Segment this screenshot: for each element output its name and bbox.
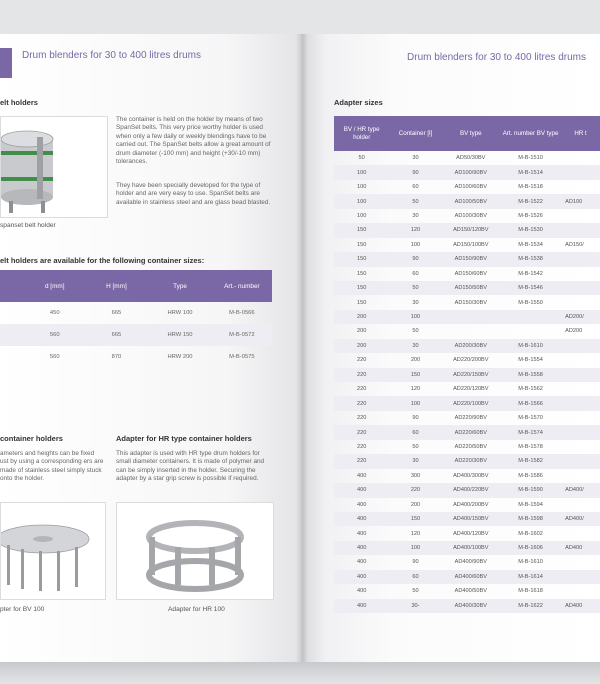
- cell: [561, 584, 600, 598]
- cell: 400: [334, 483, 389, 497]
- cell: M-B-1570: [518, 415, 543, 422]
- cell: [561, 353, 600, 367]
- brochure-spread: [0, 34, 600, 662]
- cell: [0, 324, 25, 346]
- cell: AD100/50BV: [442, 194, 500, 208]
- table-row: [334, 570, 600, 584]
- cell: AD100/30BV: [454, 212, 487, 219]
- table-row: [334, 310, 600, 324]
- table-row: [334, 209, 600, 223]
- drum-with-belts-illustration: [1, 117, 107, 217]
- bv-adapter-image: [0, 502, 106, 600]
- cell: M-B-1562: [518, 386, 543, 393]
- cell: 150: [334, 281, 389, 295]
- spanset-holder-image: [0, 116, 108, 218]
- cell: [442, 324, 500, 338]
- cell: AD220/100BV: [442, 396, 500, 410]
- cell: 30: [412, 212, 419, 219]
- cell: [561, 396, 600, 410]
- cell: M-B-1598: [500, 512, 561, 526]
- cell: M-B-1594: [518, 501, 543, 508]
- cell: 560: [25, 324, 85, 346]
- cell: M-B-0572: [212, 324, 272, 346]
- cell: M-B-1550: [518, 299, 543, 306]
- table-row: [334, 526, 600, 540]
- col-header-0: [0, 270, 25, 302]
- section1-paragraph-1: The container is held on the holder by means of two SpanSet belts. This very price worthy holder is used when only a few daily or weekly blendings have to be carried out. The SpanSet belts allow a great amount of drum diameter (-100 mm) and height (+30/-10 mm) tolerances.: [116, 116, 271, 166]
- cell: 30: [412, 155, 419, 162]
- belt-holder-sizes-table: [0, 270, 272, 368]
- table-row: [0, 302, 272, 324]
- adapter-table-body: [334, 151, 600, 613]
- cell: AD400/: [561, 483, 600, 497]
- table-row: [334, 498, 600, 512]
- table-title-container-sizes: elt holders are available for the following container sizes:: [0, 256, 205, 265]
- cell: AD200/30BV: [442, 339, 500, 353]
- cell: M-B-1554: [518, 357, 543, 364]
- cell: 90: [412, 415, 419, 422]
- cell: AD400: [561, 541, 600, 555]
- cell: 560: [49, 354, 60, 360]
- cell: [561, 267, 600, 281]
- table-row: [334, 512, 600, 526]
- cell: 60: [389, 425, 441, 439]
- table-row: [334, 454, 600, 468]
- cell: AD400/300BV: [453, 472, 489, 479]
- cell: M-B-1614: [500, 570, 561, 584]
- cell: M-B-1582: [500, 454, 561, 468]
- cell: 60: [412, 184, 419, 191]
- cell: [561, 555, 600, 569]
- cell: [561, 165, 600, 179]
- table-row: [334, 151, 600, 165]
- cell: M-B-1518: [518, 184, 543, 191]
- cell: 220: [334, 396, 389, 410]
- cell: 150: [357, 299, 367, 306]
- cell: AD200: [565, 328, 583, 335]
- cell: M-B-1510: [518, 155, 543, 162]
- table-header-row: [334, 116, 600, 151]
- cell: 220: [357, 443, 367, 450]
- cell: AD400: [561, 599, 600, 613]
- cell: AD400/90BV: [454, 559, 487, 566]
- cell: AD220/200BV: [453, 357, 489, 364]
- left-page-header: Drum blenders for 30 to 400 litres drums: [22, 50, 201, 61]
- cell: M-B-1574: [500, 425, 561, 439]
- adapter-sizes-table: [334, 116, 600, 613]
- table-row: [334, 267, 600, 281]
- cell: 150: [389, 512, 441, 526]
- cell: M-B-1522: [500, 194, 561, 208]
- cell: 30: [412, 299, 419, 306]
- cell: AD150/120BV: [442, 223, 500, 237]
- cell: M-B-1558: [500, 368, 561, 382]
- cell: [561, 281, 600, 295]
- cell: AD100/60BV: [454, 184, 487, 191]
- left-page: [0, 34, 302, 662]
- table-row: [334, 440, 600, 454]
- cell: AD220/60BV: [442, 425, 500, 439]
- cell: 665: [111, 310, 122, 316]
- table-row: [334, 194, 600, 208]
- hr-adapter-illustration: [117, 503, 273, 599]
- cell: [561, 526, 600, 540]
- cell: 100: [334, 165, 389, 179]
- cell: 50: [412, 443, 419, 450]
- cell: [500, 310, 561, 324]
- cell: 220: [389, 483, 441, 497]
- cell: AD150/30BV: [454, 299, 487, 306]
- cell: AD150/60BV: [454, 270, 487, 277]
- cell: 100: [357, 212, 367, 219]
- cell: AD100/90BV: [442, 165, 500, 179]
- cell: M-B-1566: [500, 396, 561, 410]
- table-row: [334, 425, 600, 439]
- cell: AD50/30BV: [456, 155, 486, 162]
- cell: [0, 302, 25, 324]
- cell: 220: [357, 415, 367, 422]
- cell: [561, 570, 600, 584]
- table-row: [334, 382, 600, 396]
- cell: [561, 295, 600, 309]
- cell: 50: [412, 588, 419, 595]
- cell: 100: [389, 310, 441, 324]
- cell: [561, 180, 600, 194]
- cell: 400: [357, 530, 367, 537]
- cell: M-B-1526: [518, 212, 543, 219]
- table-row: [334, 252, 600, 266]
- table-row: [0, 346, 272, 368]
- cell: M-B-1586: [518, 472, 543, 479]
- cell: M-B-1606: [500, 541, 561, 555]
- cell: M-B-1514: [500, 165, 561, 179]
- cell: M-B-1618: [518, 588, 543, 595]
- cell: [500, 324, 561, 338]
- section-title-container-holders: container holders: [0, 434, 63, 443]
- cell: AD400/30BV: [442, 599, 500, 613]
- table-row: [334, 353, 600, 367]
- cell: M-B-0575: [229, 354, 255, 360]
- cell: 100: [389, 396, 441, 410]
- cell: M-B-1534: [518, 241, 543, 248]
- adapter-sizes-title: Adapter sizes: [334, 98, 383, 107]
- cell: 50: [358, 155, 365, 162]
- cell: M-B-1622: [500, 599, 561, 613]
- cell: [561, 411, 600, 425]
- cell: M-B-1610: [500, 339, 561, 353]
- cell: 90: [389, 252, 441, 266]
- cell: M-B-1610: [518, 559, 543, 566]
- cell: 60: [412, 270, 419, 277]
- table-row: [334, 324, 600, 338]
- cell: 30-: [389, 599, 441, 613]
- section1-paragraph-2: They have been specially developed for the type of holder and are very easy to use. SpanSet belts are available in stainless steel and are glass bead blasted.: [116, 182, 271, 206]
- cell: 200: [410, 357, 421, 364]
- table-row: [334, 295, 600, 309]
- cell: [561, 368, 600, 382]
- cell: 665: [85, 324, 149, 346]
- cell: 400: [357, 472, 367, 479]
- cell: 220: [334, 368, 389, 382]
- cell: AD220/50BV: [454, 443, 487, 450]
- cell: 30: [389, 454, 441, 468]
- cell: 150: [357, 241, 367, 248]
- cell: 150: [334, 252, 389, 266]
- cell: HRW 150: [148, 324, 212, 346]
- cell: 220: [334, 454, 389, 468]
- table-row: [334, 483, 600, 497]
- table-row: [334, 411, 600, 425]
- caption-bv-adapter: pter for BV 100: [0, 606, 45, 613]
- cell: HRW 100: [167, 310, 193, 316]
- cell: [561, 469, 600, 483]
- table-row: [334, 238, 600, 252]
- table-row: [334, 165, 600, 179]
- table-row: [334, 368, 600, 382]
- cell: 400: [357, 501, 367, 508]
- cell: 60: [389, 570, 441, 584]
- cell: 870: [111, 354, 122, 360]
- table-row: [334, 223, 600, 237]
- cell: AD150/50BV: [442, 281, 500, 295]
- caption-hr-adapter: Adapter for HR 100: [168, 606, 225, 613]
- cell: [561, 382, 600, 396]
- cell: M-B-1542: [518, 270, 543, 277]
- cell: 400: [357, 559, 367, 566]
- cell: 300: [410, 472, 421, 479]
- cell: 90: [412, 559, 419, 566]
- right-page-header: Drum blenders for 30 to 400 litres drums: [407, 52, 586, 63]
- cell: AD220/30BV: [442, 454, 500, 468]
- col-header-art-number: Art.- number: [212, 270, 272, 302]
- section2-paragraph: ameters and heights can be fixed ust by using a corresponding ers are made of stainless steel simply stuck onto the holder.: [0, 450, 104, 483]
- col-header-type: Type: [148, 270, 212, 302]
- cell: [561, 339, 600, 353]
- table-row: [334, 396, 600, 410]
- cell: AD400/100BV: [442, 541, 500, 555]
- cell: [561, 498, 600, 512]
- section-title-belt-holders: elt holders: [0, 98, 38, 107]
- cell: 450: [49, 310, 60, 316]
- caption-spanset-holder: spanset belt holder: [0, 222, 56, 229]
- cell: 220: [334, 425, 389, 439]
- cell: 400: [334, 599, 389, 613]
- col-header-bv-type: BV type: [442, 116, 500, 151]
- cell: 200: [334, 310, 389, 324]
- cell: 120: [410, 530, 421, 537]
- cell: M-B-1590: [500, 483, 561, 497]
- page-tab-marker: [0, 48, 12, 78]
- cell: [561, 252, 600, 266]
- cell: 100: [334, 194, 389, 208]
- col-header-holder: BV / HR type holder: [334, 116, 389, 151]
- cell: 400: [334, 541, 389, 555]
- table-row: [334, 339, 600, 353]
- cell: 50: [389, 194, 441, 208]
- col-header-hr-type: HR t: [561, 116, 600, 151]
- cell: M-B-1546: [500, 281, 561, 295]
- section-title-hr-adapter: Adapter for HR type container holders: [116, 434, 252, 443]
- cell: 200: [334, 339, 389, 353]
- section3-paragraph: This adapter is used with HR type drum holders for small diameter containers. It is made of polymer and can be simply inserted in the holder. Securing the adapter by a star grip screw is possible if required.: [116, 450, 265, 483]
- cell: 150: [389, 368, 441, 382]
- cell: M-B-1530: [500, 223, 561, 237]
- cell: 100: [410, 241, 421, 248]
- bv-adapter-illustration: [1, 503, 105, 599]
- cell: 200: [357, 328, 367, 335]
- cell: 120: [410, 386, 421, 393]
- col-header-h: H [mm]: [85, 270, 149, 302]
- cell: [561, 440, 600, 454]
- cell: AD220/150BV: [442, 368, 500, 382]
- cell: 220: [357, 357, 367, 364]
- cell: 400: [334, 512, 389, 526]
- cell: AD200/: [561, 310, 600, 324]
- cell: 100: [357, 184, 367, 191]
- cell: AD400/60BV: [442, 570, 500, 584]
- cell: AD150/100BV: [453, 241, 489, 248]
- table-surface-shadow: [0, 662, 600, 684]
- cell: 400: [357, 588, 367, 595]
- hr-adapter-image: [116, 502, 274, 600]
- cell: AD400/120BV: [453, 530, 489, 537]
- cell: [561, 223, 600, 237]
- cell: AD400/220BV: [442, 483, 500, 497]
- cell: AD150/: [565, 241, 584, 248]
- cell: 90: [389, 165, 441, 179]
- table-header-row: [0, 270, 272, 302]
- cell: 120: [389, 223, 441, 237]
- cell: 150: [334, 223, 389, 237]
- table-row: [334, 599, 600, 613]
- cell: AD400/150BV: [442, 512, 500, 526]
- cell: 150: [357, 270, 367, 277]
- table-row: [334, 469, 600, 483]
- cell: 50: [389, 281, 441, 295]
- cell: AD150/90BV: [442, 252, 500, 266]
- cell: [561, 151, 600, 165]
- cell: 50: [412, 328, 419, 335]
- table-row: [334, 541, 600, 555]
- cell: [561, 209, 600, 223]
- cell: AD220/120BV: [453, 386, 489, 393]
- cell: AD400/200BV: [453, 501, 489, 508]
- cell: AD220/90BV: [454, 415, 487, 422]
- cell: AD400/50BV: [454, 588, 487, 595]
- cell: AD100: [561, 194, 600, 208]
- table-row: [334, 555, 600, 569]
- table-row: [334, 584, 600, 598]
- col-header-container: Container [l]: [389, 116, 441, 151]
- cell: AD400/: [561, 512, 600, 526]
- col-header-art-number: Art. number BV type: [500, 116, 561, 151]
- cell: 200: [410, 501, 421, 508]
- book-spine-shadow: [296, 34, 308, 662]
- cell: HRW 200: [167, 354, 193, 360]
- cell: [0, 346, 25, 368]
- col-header-d: d [mm]: [25, 270, 85, 302]
- cell: 100: [389, 541, 441, 555]
- cell: [561, 425, 600, 439]
- right-page: [302, 34, 600, 662]
- cell: 220: [357, 386, 367, 393]
- cell: 30: [389, 339, 441, 353]
- cell: M-B-1602: [518, 530, 543, 537]
- cell: M-B-1578: [518, 443, 543, 450]
- table-row: [0, 324, 272, 346]
- table-row: [334, 281, 600, 295]
- cell: 400: [334, 570, 389, 584]
- cell: [442, 310, 500, 324]
- table-row: [334, 180, 600, 194]
- cell: M-B-0566: [229, 310, 255, 316]
- cell: M-B-1538: [500, 252, 561, 266]
- cell: [561, 454, 600, 468]
